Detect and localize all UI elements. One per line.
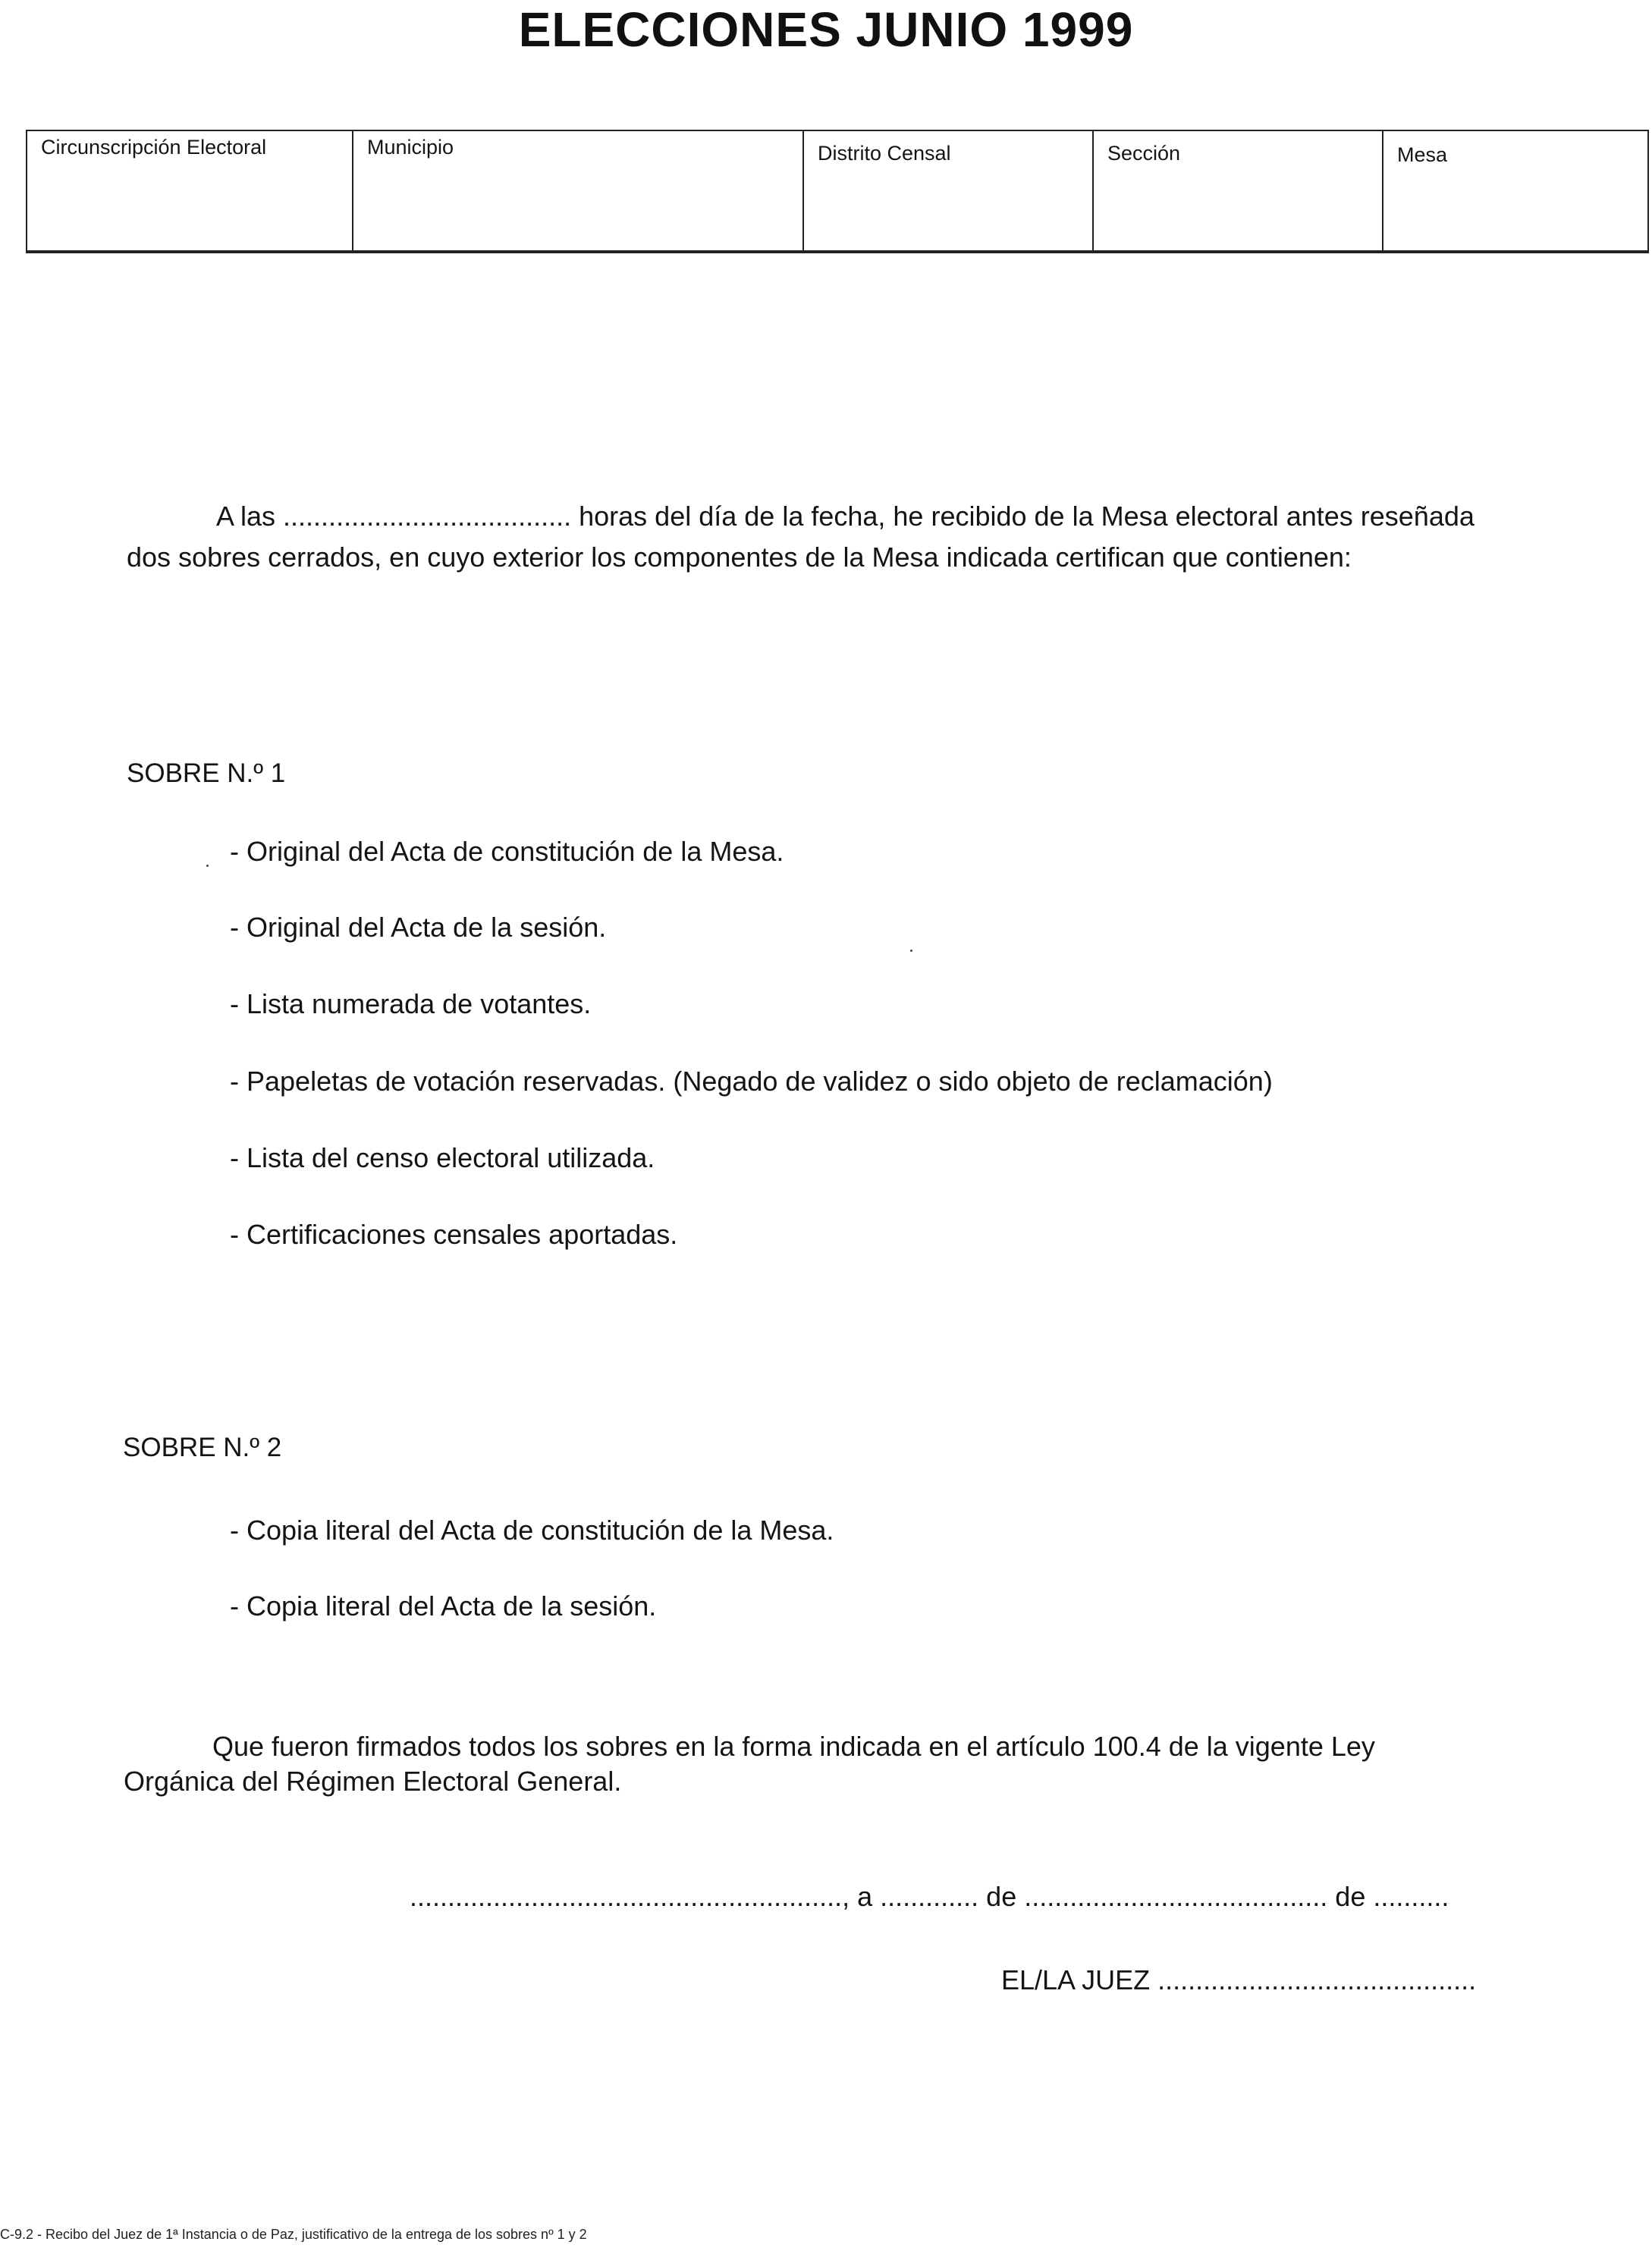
scan-speck: [206, 865, 209, 867]
sobre-2-item: - Copia literal del Acta de la sesión.: [230, 1590, 657, 1622]
page-title: ELECCIONES JUNIO 1999: [518, 2, 1134, 57]
closing-line-2: Orgánica del Régimen Electoral General.: [124, 1766, 622, 1797]
intro-line-2: dos sobres cerrados, en cuyo exterior los componentes de la Mesa indicada certifican que contienen:: [127, 542, 1352, 573]
judge-signature-line[interactable]: EL/LA JUEZ ..........................................: [1001, 1964, 1477, 1995]
sobre-1-item: - Lista del censo electoral utilizada.: [230, 1142, 655, 1173]
sobre-1-item: - Papeletas de votación reservadas. (Negado de validez o sido objeto de reclamación): [230, 1066, 1273, 1097]
seccion-label: Sección: [1107, 142, 1181, 165]
date-line[interactable]: ........................................................., a ............. de ........................................ de ..........: [410, 1881, 1449, 1912]
municipio-field[interactable]: [353, 131, 804, 250]
mesa-field[interactable]: [1383, 131, 1647, 250]
sobre-2-heading: SOBRE N.º 2: [123, 1433, 282, 1462]
circunscripcion-field[interactable]: [27, 131, 353, 250]
mesa-label: Mesa: [1397, 143, 1448, 166]
sobre-1-heading: SOBRE N.º 1: [127, 758, 286, 788]
sobre-2-item: - Copia literal del Acta de constitución de la Mesa.: [230, 1515, 834, 1546]
distrito-label: Distrito Censal: [818, 142, 951, 165]
distrito-field[interactable]: [804, 131, 1094, 250]
sobre-1-item: - Lista numerada de votantes.: [230, 988, 592, 1019]
intro-line-1: A las ...................................... horas del día de la fecha, he recibido de la Mesa electoral antes reseñada: [216, 501, 1475, 532]
sobre-1-item: - Original del Acta de constitución de la Mesa.: [230, 836, 784, 867]
sobre-1-item: - Original del Acta de la sesión.: [230, 912, 607, 943]
municipio-label: Municipio: [367, 136, 454, 159]
closing-line-1: Que fueron firmados todos los sobres en la forma indicada en el artículo 100.4 de la vigente Ley: [212, 1731, 1375, 1762]
form-footer: C-9.2 - Recibo del Juez de 1ª Instancia o de Paz, justificativo de la entrega de los sobres nº 1 y 2: [0, 2227, 587, 2242]
scan-speck: [910, 950, 912, 952]
seccion-field[interactable]: [1094, 131, 1383, 250]
circunscripcion-label: Circunscripción Electoral: [41, 136, 267, 159]
sobre-1-item: - Certificaciones censales aportadas.: [230, 1219, 678, 1250]
header-table: [26, 130, 1649, 253]
